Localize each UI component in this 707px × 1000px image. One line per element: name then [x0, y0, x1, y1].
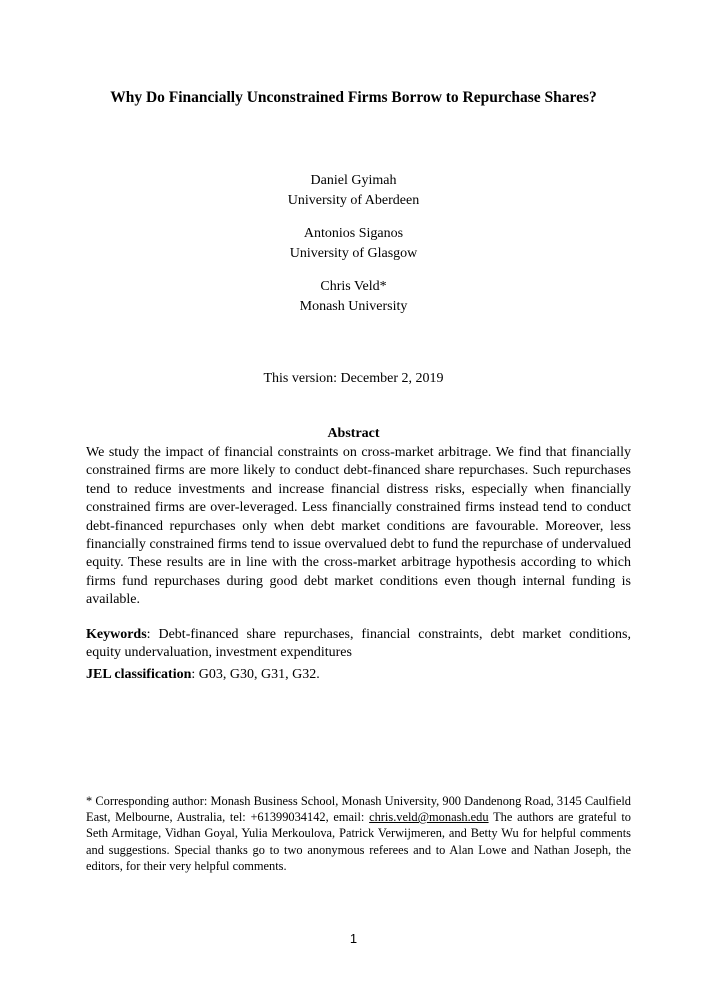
jel-label: JEL classification: [86, 667, 192, 682]
abstract-text: We study the impact of financial constraints on cross-market arbitrage. We find that financially constrained firms are more likely to conduct debt-financed share repurchases. Such repurchases tend to reduce investments and increase financial distress risks, especially when financially constrained firms are over-leveraged. Less financially constrained firms instead tend to conduct debt-financed repurchases only when debt market conditions are favourable. Moreover, less financially constrained firms tend to issue overvalued debt to fund the repurchase of undervalued equity. These results are in line with the cross-market arbitrage hypothesis according to which firms fund repurchases during good debt market conditions even though internal funding is available.: [86, 445, 631, 608]
page-number: 1: [349, 931, 358, 946]
author-name: Chris Veld*: [320, 279, 387, 294]
paper-title: Why Do Financially Unconstrained Firms Borrow to Repurchase Shares?: [110, 89, 597, 106]
author-affiliation: Monash University: [299, 299, 408, 314]
version-date: This version: December 2, 2019: [263, 371, 444, 386]
author-entry: [0, 277, 707, 317]
author-entry: [0, 224, 707, 264]
author-name: Antonios Siganos: [303, 226, 404, 241]
keywords: [86, 626, 631, 663]
abstract-heading: Abstract: [327, 426, 380, 441]
author-affiliation: University of Aberdeen: [287, 193, 420, 208]
jel-classification: [86, 666, 631, 684]
footnote-text-before: * Corresponding author: Monash Business School, Monash University, 900 Dandenong Road, 3145 Caulfield East, Melbourne, Australia, tel: +61399034142, email:: [86, 794, 631, 825]
corresponding-author-footnote: [86, 793, 631, 874]
keywords-text: : Debt-financed share repurchases, financial constraints, debt market conditions, equity undervaluation, investment expenditures: [86, 627, 631, 661]
author-entry: [0, 171, 707, 211]
keywords-label: Keywords: [86, 627, 147, 642]
footnote-text-after: The authors are grateful to Seth Armitage, Vidhan Goyal, Yulia Merkoulova, Patrick Verwijmeren, and Betty Wu for helpful comments and suggestions. Special thanks go to two anonymous referees and to Alan Lowe and Nathan Joseph, the editors, for their very helpful comments.: [86, 810, 632, 873]
author-affiliation: University of Glasgow: [289, 246, 418, 261]
author-name: Daniel Gyimah: [310, 173, 397, 188]
email-link[interactable]: chris.veld@monash.edu: [369, 810, 489, 825]
jel-text: : G03, G30, G31, G32.: [191, 667, 320, 682]
author-list: [0, 171, 707, 330]
